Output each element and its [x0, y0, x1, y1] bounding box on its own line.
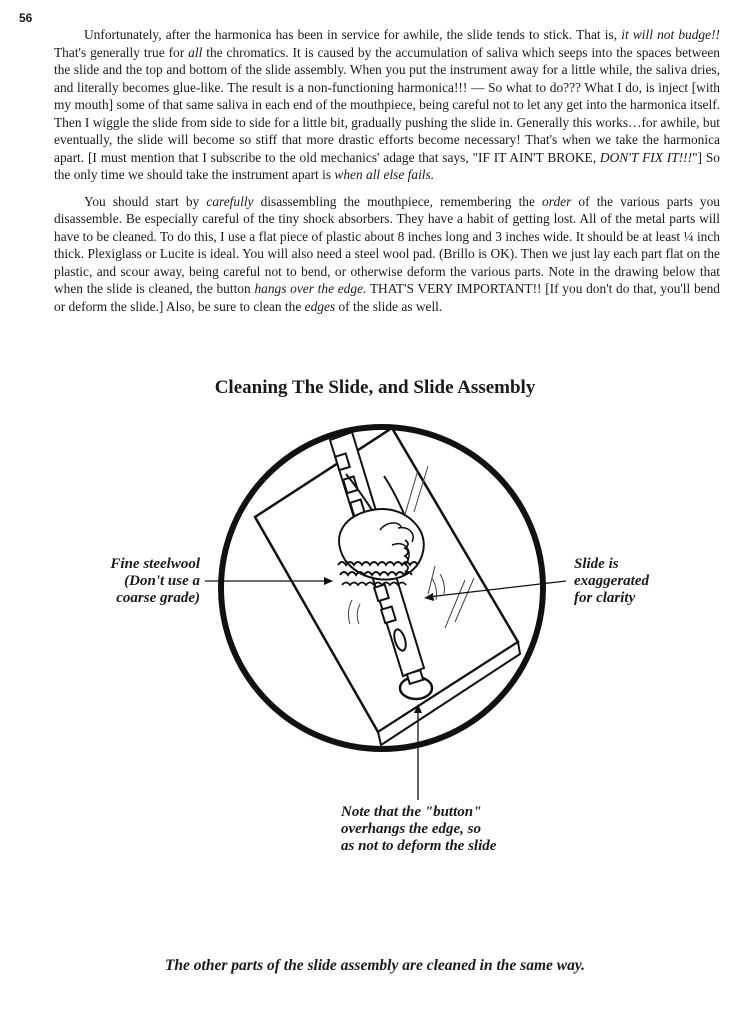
text-run: "] So the only time we should take the instrument apart is [54, 149, 720, 182]
page-number: 56 [19, 11, 33, 25]
callout-slide-line: exaggerated [574, 573, 649, 589]
callout-slide [574, 556, 704, 607]
text-run: the chromatics. It is caused by the accumulation of saliva which seeps into the spaces between the slide and the top and bottom of the slide assembly. When you put the instrument away for a little while, the saliva dries, and literally becomes glue-like. The result is a non-functioning harmonica!!! — So what to do??? What I do, is inject [with my mouth] some of that same saliva in each end of the mouthpiece, being careful not to let any get into the harmonica itself. Then I wiggle the slide from side to side for a little bit, gradually pushing the slide in. Generally this works…for awhile, but eventually, the slide will become so stiff that more drastic efforts become necessary! That's when we take the harmonica apart. [I must mention that I subscribe to the old mechanics' adage that says, "IF IT AIN'T BROKE, [54, 44, 720, 165]
text-run: That's generally true for [54, 44, 189, 60]
figure-title: Cleaning The Slide, and Slide Assembly [214, 377, 536, 398]
emphasized-text: carefully [206, 193, 254, 209]
callout-steelwool-line: coarse grade) [116, 590, 200, 606]
emphasized-text: order [542, 193, 572, 209]
callout-steelwool [60, 556, 200, 607]
footer-caption: The other parts of the slide assembly are cleaned in the same way. [164, 957, 586, 974]
text-run: of the slide as well. [335, 298, 443, 314]
emphasized-text: edges [304, 298, 336, 314]
emphasized-text: when all else fails. [334, 167, 435, 182]
callout-button-line: overhangs the edge, so [341, 821, 481, 837]
callout-slide-line: Slide is [574, 556, 619, 572]
emphasized-text: hangs over the edge. [254, 281, 367, 296]
text-run: disassembling the mouthpiece, remembering the [253, 193, 543, 209]
text-run: You should start by [84, 193, 207, 209]
text-run: of the various parts you disassemble. Be especially careful of the tiny shock absorbers. They have a habit of getting lost. All of the metal parts will have to be cleaned. To do this, I use a flat piece of plastic about 8 inches long and 3 inches wide. It should be at least ¼ inch thick. Plexiglass or Lucite is ideal. You will also need a steel wool pad. (Brillo is OK). Then we just lay each part flat on the plastic, and scour away, being careful not to bend, or otherwise deform the various parts. Note in the drawing below that when the slide is cleaned, the button [54, 193, 720, 296]
text-run: Unfortunately, after the harmonica has been in service for awhile, the slide tends to stick. That is, [84, 27, 622, 42]
callout-steelwool-line: Fine steelwool [110, 556, 200, 572]
emphasized-text: all [188, 44, 203, 60]
callout-button-line: as not to deform the slide [341, 838, 497, 854]
callout-button-line: Note that the "button" [341, 804, 482, 820]
emphasized-text: it will not budge!! [621, 27, 720, 42]
callout-slide-line: for clarity [574, 590, 636, 606]
text-run: THAT'S VERY IMPORTANT!! [If you don't do that, you'll bend or deform the slide.] Also, be sure to clean the [54, 281, 720, 314]
callout-button [341, 804, 561, 855]
emphasized-text: DON'T FIX IT!!! [599, 149, 693, 165]
callout-steelwool-line: (Don't use a [124, 573, 200, 589]
